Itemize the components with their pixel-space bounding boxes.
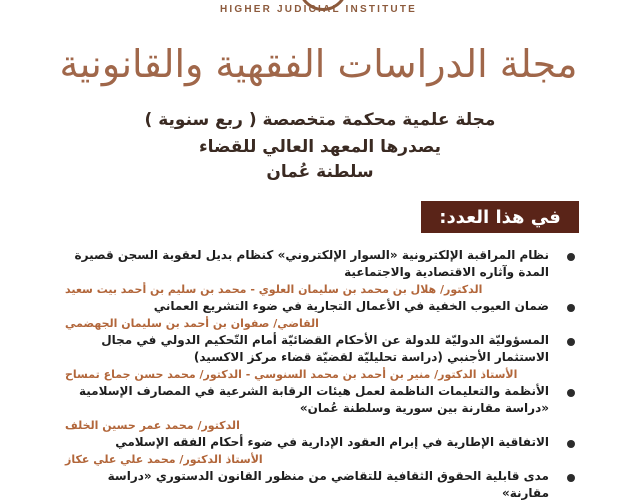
article-author: الأستاذ الدكتور/ محمد علي علي عكاز — [65, 453, 263, 466]
article-title: نظام المراقبة الإلكترونية «السوار الإلكتروني» كنظام بديل لعقوبة السجن قصيرة المدة وآثاره الاقتصادية والاجتماعية — [74, 248, 549, 279]
article-author: القاضي/ صفوان بن أحمد بن سليمان الجهضمي — [65, 317, 319, 330]
publisher-line: يصدرها المعهد العالي للقضاء — [198, 137, 442, 157]
article-author: الدكتور/ محمد عمر حسين الخلف — [65, 419, 240, 432]
bullet-icon — [567, 338, 575, 346]
article-title: مدى قابلية الحقوق الثقافية للتقاضي من منظور القانون الدستوري «دراسة مقارنة» — [107, 469, 549, 500]
article-title: ضمان العيوب الخفية في الأعمال التجارية في ضوء التشريع العماني — [153, 299, 549, 313]
article-title: الاتفاقية الإطارية في إبرام العقود الإدارية في ضوء أحكام الفقه الإسلامي — [115, 435, 549, 449]
toc-article — [63, 468, 575, 502]
bullet-icon — [567, 440, 575, 448]
toc-article — [63, 434, 575, 451]
toc-article — [63, 332, 575, 366]
toc-article — [63, 383, 575, 417]
bullet-icon — [567, 304, 575, 312]
article-author: الأستاذ الدكتور/ منير بن أحمد بن محمد السنوسي - الدكتور/ محمد حسن جماع تمساح — [65, 368, 518, 381]
bullet-icon — [567, 253, 575, 261]
bullet-icon — [567, 474, 575, 482]
article-title: الأنظمة والتعليمات الناظمة لعمل هيئات الرقابة الشرعية في المصارف الإسلامية «دراسة مقارنة بين سورية وسلطنة عُمان» — [79, 384, 549, 415]
institute-name: HIGHER JUDICIAL INSTITUTE — [219, 4, 418, 15]
toc-heading: في هذا العدد: — [421, 201, 579, 233]
bullet-icon — [567, 389, 575, 397]
country-line: سلطنة عُمان — [266, 162, 374, 182]
table-of-contents — [63, 247, 575, 502]
article-title: المسؤوليّة الدوليّة للدولة عن الأحكام القضائيّة أمام التّحكيم الدولي في مجال الاستثمار الأجنبي (دراسة تحليليّة لقضيّة قضاء مركز الاكسيد) — [101, 333, 549, 364]
journal-description: مجلة علمية محكمة متخصصة ( ربع سنوية ) — [144, 110, 496, 130]
journal-title: مجلة الدراسات الفقهية والقانونية — [59, 42, 578, 86]
article-author: الدكتور/ هلال بن محمد بن سليمان العلوي - محمد بن سليم بن أحمد بيت سعيد — [65, 283, 483, 296]
toc-article — [63, 298, 575, 315]
toc-article — [63, 247, 575, 281]
